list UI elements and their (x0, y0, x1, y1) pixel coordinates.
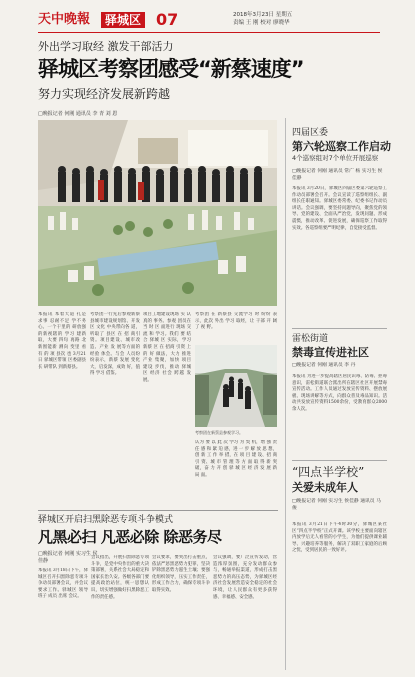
header-rule (38, 32, 380, 33)
right-story-2-headline: 禁毒宣传进社区 (292, 346, 369, 359)
right-story-1-sub: 4个巡察组对7个单位开展巡察 (292, 154, 379, 162)
right-story-3-kicker: “四点半学校” (292, 465, 365, 479)
exhibition-hall-photo (38, 120, 277, 306)
lower-col-4: 会议强调，要广泛宣传发动，营造浓厚氛围，充分发动群众参与，畅通举报渠道，形成打击黑恶势力的高压态势，为驿城区经济社会发展营造安全稳定的社会环境，让人民群众有更多获得感、幸福感、安全感。 (213, 555, 277, 600)
main-kicker: 外出学习取经 激发干部活力 (38, 40, 174, 53)
header-meta (233, 11, 383, 27)
right-rule-2 (292, 460, 387, 461)
lower-byline: □晚报记者 何刚 实习生 侯佳静 (38, 551, 98, 564)
right-column-divider (285, 118, 286, 670)
story-divider (38, 510, 278, 511)
section-tag: 驿城区 (101, 12, 145, 28)
main-byline: □晚报记者 何刚 通讯员 李 青 刘 恩 (38, 111, 118, 117)
page-number: 07 (156, 10, 179, 29)
date-line: 2018年3月23日 星期五 (233, 12, 293, 18)
main-col-5: 认为 要 以 此 次 学习 为 契 机，增 强 责 任 感 和 紧 迫 感，进 一 步 解 放 思 想，创 新 工 作 举 措，在 项 目 建 设、招 商 引 资、城 市 管 理 等 方 面 取 得 新 突 破，奋 力 开 创 驿 城 区 经 济 发 展 新 局 面。 (195, 440, 277, 478)
right-story-1-kicker: 四届区委 (292, 128, 329, 138)
main-col-2: 考察团一行先后参观新蔡 县城市建设规划馆、开发区 文化 中央带向各 道，听取了 县区 在 招 商引资。项目建设、城市改造、产业 发 展等方面的 经验 体会。与会 人员纷纷表示，新蔡 发展 变化 大，启发深，成效 好，值得 学习 借鉴。 (90, 312, 140, 377)
right-story-1-byline: □晚报记者 何刚 通讯员 常广 杨 实习生 侯佳静 (292, 169, 383, 181)
main-photo (38, 120, 277, 306)
lower-headline: 凡黑必扫 凡恶必除 除恶务尽 (38, 528, 222, 546)
right-story-3-byline: □晚报记者 何刚 实习生 侯佳静 通讯员 马 俊 (292, 499, 381, 511)
right-story-1-text: 本报讯 3月20日，驿城区四届区委第六轮巡察工作动员部署会召开。会议宣读了巡察组组长、副组长任职通知。驿城区委常委、纪委书记作动员讲话。会议强调，要坚持问题导向，聚焦党的领导、党的建设、全面从严治党，发现问题、形成震慑，推动改革、促进发展，确保巡察工作取得实效。各巡察组要严明纪律，自觉接受监督。 (292, 186, 387, 231)
side-photo-caption: 考察团在新蔡县参观学习。 (195, 430, 243, 435)
main-headline: 驿城区考察团感受“新蔡速度” (38, 57, 304, 81)
lower-col-1: 本报讯 3月18日下午，驿城区召开扫黑除恶专项斗争动员部署会议，并会议要求工作。驿城区 领导 班子 成员 出席 会议。 (38, 568, 88, 600)
right-rule-1 (292, 328, 387, 329)
right-story-2-byline: □晚报记者 何刚 通讯员 李 丹 (292, 363, 356, 368)
newspaper-logo: 天中晚報 (38, 12, 91, 27)
lower-col-3: 会议要求，要突出打击重点，依法严惩黑恶势力犯罪，坚决铲除黑恶势力滋生土壤；要强化组织领导，压实工作责任，形成工作合力，确保专项斗争取得实效。 (152, 555, 210, 593)
right-story-3-headline: 关爱未成年人 (292, 481, 358, 494)
side-photo (195, 345, 277, 427)
right-story-2-text: 本报讯 为进一步提高辖区居民识毒、防毒、拒毒意识，雷松街道联合派出所在辖区社区开展禁毒宣传活动。工作人员通过发放宣传资料、摆放展板、现场讲解等方式，向群众普及毒品知识。活动共发放宣传资料1500余份，受教育群众2000余人次。 (292, 374, 387, 412)
main-col-1: 本报讯 本着天道 孔是 求事 忍耐不足 学不务心。一个干里的 研放强的新视辖的 学习 建新取，大要 四旬 再路 北新围能新 测向 变里 看有 的 项 县次 也 3月21日 驿城区带领 区委副县长 研带队 到新蔡县。 (38, 312, 86, 370)
editor-line: 责编 王 刚 校对 廖晓华 (233, 20, 290, 26)
right-story-2-kicker: 雷松街道 (292, 334, 329, 344)
lower-col-2: 会议指出，开展扫黑除恶专项斗争，是党中央作出的重大决策部署，关系社会大局稳定和国家长治久安。各级各部门要提高政治站位，统一思想认识，切实增强做好扫黑除恶工作的责任感。 (91, 555, 149, 600)
right-story-1-headline: 第六轮巡察工作启动 (292, 140, 391, 153)
right-story-3-text: 本报讯 3月21日下午4时30分，驿城区某社区“四点半学校”正式开课。该学校主要面向辖区内放学后无人看管的小学生，为他们提供课业辅导、兴趣培养等服务，解决了双职工家庭的后顾之忧，受到居民的一致好评。 (292, 522, 387, 554)
lower-kicker: 驿城区开启扫黑除恶专项斗争模式 (38, 515, 174, 525)
main-col-4: 考察团 在 新蔡县 交流学习 时 纷纷 表示，此次 外出 学习 取经，让 干部 开 阔 了 视 野。 (195, 312, 277, 331)
walkway-photo (195, 345, 277, 427)
main-subhead: 努力实现经济发展新跨越 (38, 87, 171, 101)
main-col-3: 项目工地建设现场 实 认真的 事务。参观 团员在 当 时 区 面进行 现场 交流 和 学习。我们 要 结合 驿城 区 实际，学习 新蔡 区 在 招商 引资 上 的 好 做法，大力 推进 产业 集聚，加快 项目 建设 步伐，推动 驿城 区 经济 社会 跨越 发展。 (143, 312, 191, 383)
